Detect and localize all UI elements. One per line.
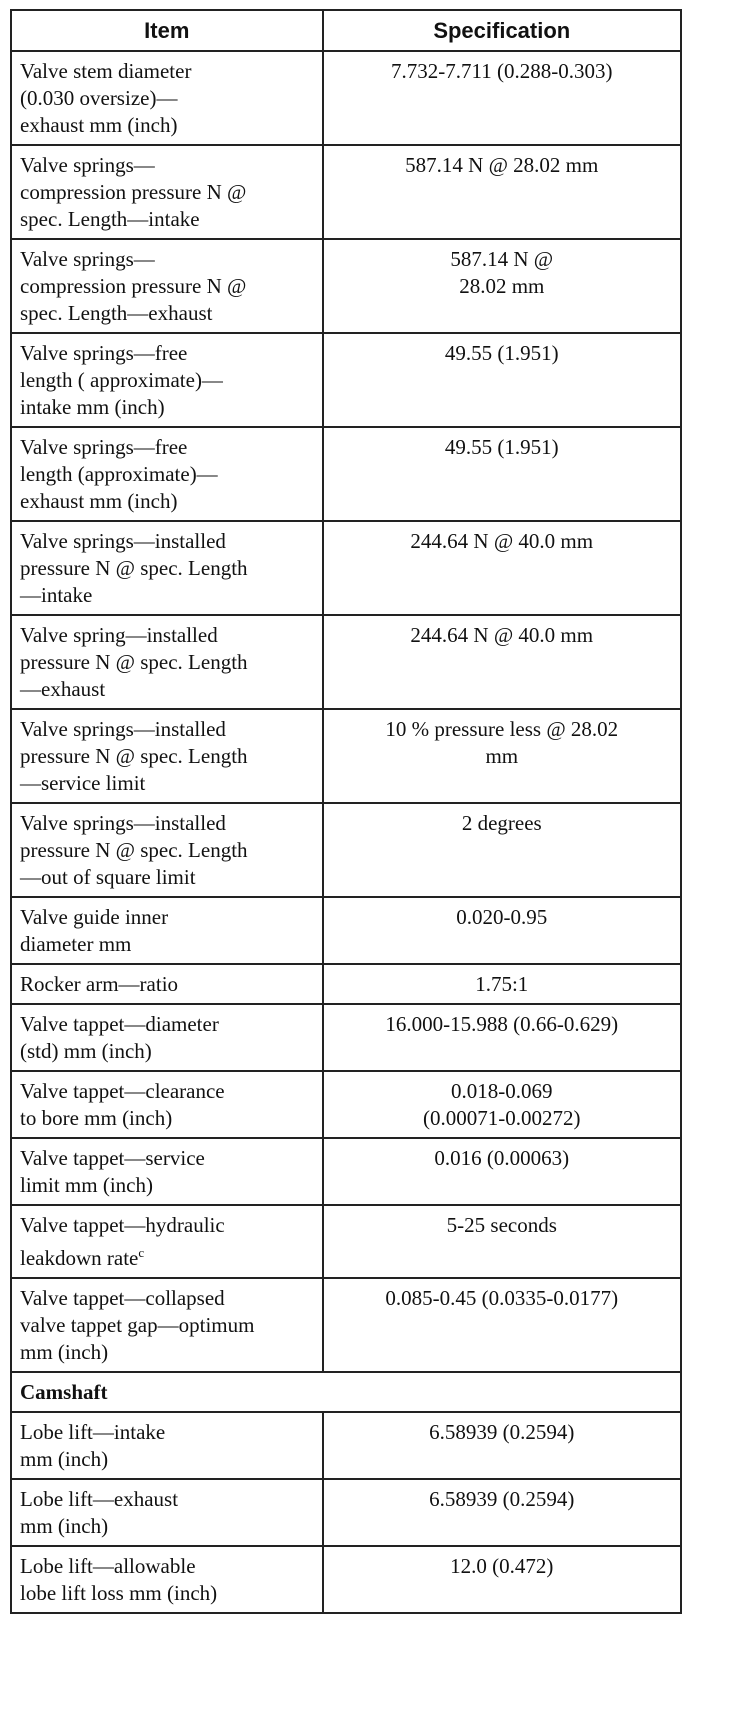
- item-text: Valve tappet—diameter: [20, 1012, 219, 1036]
- item-cell: [11, 1479, 323, 1546]
- item-text: Valve tappet—collapsed: [20, 1286, 225, 1310]
- item-cell: [11, 333, 323, 427]
- item-text-line: [20, 1339, 314, 1366]
- item-cell: [11, 615, 323, 709]
- specification-text: 244.64 N @ 40.0 mm: [410, 623, 594, 647]
- item-text-line: [20, 1419, 314, 1446]
- item-text: —exhaust: [20, 677, 106, 701]
- table-row: [11, 964, 681, 1004]
- item-text: limit mm (inch): [20, 1173, 153, 1197]
- item-text-line: [20, 1172, 314, 1199]
- specification-text: 0.085-0.45 (0.0335-0.0177): [385, 1286, 619, 1310]
- item-text: pressure N @ spec. Length: [20, 838, 248, 862]
- specification-text: 587.14 N @: [450, 247, 554, 271]
- specification-text: 6.58939 (0.2594): [429, 1420, 575, 1444]
- item-text-line: [20, 340, 314, 367]
- item-text: length (approximate)—: [20, 462, 218, 486]
- item-text-line: [20, 85, 314, 112]
- specification-cell: [323, 1004, 681, 1071]
- item-text-line: [20, 1513, 314, 1540]
- item-cell: [11, 1278, 323, 1372]
- item-text-line: [20, 58, 314, 85]
- footnote-marker: c: [138, 1245, 145, 1260]
- specification-text: 7.732-7.711 (0.288-0.303): [391, 59, 613, 83]
- item-text-line: [20, 394, 314, 421]
- item-text-line: [20, 1580, 314, 1607]
- specification-cell: [323, 1071, 681, 1138]
- item-cell: [11, 1546, 323, 1613]
- item-text-line: [20, 152, 314, 179]
- item-text-line: [20, 1212, 314, 1239]
- specification-cell: [323, 521, 681, 615]
- item-text: length ( approximate)—: [20, 368, 223, 392]
- specification-text: 28.02 mm: [459, 274, 545, 298]
- item-text-line: [20, 273, 314, 300]
- item-text-line: [20, 1285, 314, 1312]
- item-text: Rocker arm—ratio: [20, 972, 179, 996]
- specification-text: 12.0 (0.472): [450, 1554, 554, 1578]
- specification-table: [10, 9, 682, 1614]
- specification-cell: [323, 709, 681, 803]
- table-row: [11, 897, 681, 964]
- table-row: [11, 333, 681, 427]
- specification-text: (0.00071-0.00272): [423, 1106, 581, 1130]
- specification-text: mm: [485, 744, 519, 768]
- specification-cell: [323, 1412, 681, 1479]
- item-text: exhaust mm (inch): [20, 113, 178, 137]
- specification-text: 0.020-0.95: [456, 905, 548, 929]
- item-text: exhaust mm (inch): [20, 489, 178, 513]
- item-text-line: [20, 528, 314, 555]
- item-text-line: [20, 367, 314, 394]
- specification-cell: [323, 1546, 681, 1613]
- item-text-line: [20, 743, 314, 770]
- section-row: [11, 1372, 681, 1412]
- item-text-line: [20, 1239, 314, 1272]
- table-row: [11, 239, 681, 333]
- item-text: lobe lift loss mm (inch): [20, 1581, 218, 1605]
- table-row: [11, 803, 681, 897]
- item-text: Valve springs—installed: [20, 811, 226, 835]
- table-row: [11, 1412, 681, 1479]
- item-text-line: [20, 649, 314, 676]
- specification-cell: [323, 615, 681, 709]
- item-text: Valve springs—free: [20, 341, 188, 365]
- specification-cell: [323, 803, 681, 897]
- item-text-line: [20, 1078, 314, 1105]
- item-text-line: [20, 837, 314, 864]
- item-text-line: [20, 1486, 314, 1513]
- item-cell: [11, 51, 323, 145]
- specification-cell: [323, 1205, 681, 1278]
- table-row: [11, 1071, 681, 1138]
- item-text: mm (inch): [20, 1447, 109, 1471]
- item-text-line: [20, 582, 314, 609]
- item-text-line: [20, 246, 314, 273]
- item-text: —out of square limit: [20, 865, 196, 889]
- item-text: intake mm (inch): [20, 395, 165, 419]
- item-text: Valve springs—installed: [20, 529, 226, 553]
- table-row: [11, 1479, 681, 1546]
- item-cell: [11, 145, 323, 239]
- item-text-line: [20, 555, 314, 582]
- specification-cell: [323, 1138, 681, 1205]
- item-cell: [11, 1412, 323, 1479]
- item-cell: [11, 521, 323, 615]
- item-text-line: [20, 300, 314, 327]
- specification-cell: [323, 964, 681, 1004]
- item-text: pressure N @ spec. Length: [20, 650, 248, 674]
- specification-text: 6.58939 (0.2594): [429, 1487, 575, 1511]
- item-text-line: [20, 1553, 314, 1580]
- table-row: [11, 1138, 681, 1205]
- specification-text: 587.14 N @ 28.02 mm: [405, 153, 599, 177]
- item-text: compression pressure N @: [20, 180, 247, 204]
- item-text: (0.030 oversize)—: [20, 86, 178, 110]
- item-text-line: [20, 1446, 314, 1473]
- item-text: to bore mm (inch): [20, 1106, 173, 1130]
- table-header-row: [11, 10, 681, 51]
- item-text-line: [20, 179, 314, 206]
- table-row: [11, 709, 681, 803]
- item-cell: [11, 1004, 323, 1071]
- item-text-line: [20, 904, 314, 931]
- item-text-line: [20, 622, 314, 649]
- item-text-line: [20, 676, 314, 703]
- column-header-item: Item: [11, 10, 323, 51]
- item-text: —intake: [20, 583, 93, 607]
- section-heading: Camshaft: [11, 1372, 681, 1412]
- item-text: pressure N @ spec. Length: [20, 556, 248, 580]
- table-row: [11, 521, 681, 615]
- specification-text: 244.64 N @ 40.0 mm: [410, 529, 594, 553]
- item-text-line: [20, 1105, 314, 1132]
- specification-text: 10 % pressure less @ 28.02: [385, 717, 619, 741]
- specification-text: 49.55 (1.951): [444, 341, 559, 365]
- item-text: mm (inch): [20, 1514, 109, 1538]
- specification-text: 0.018-0.069: [451, 1079, 553, 1103]
- item-text-line: [20, 716, 314, 743]
- specification-cell: [323, 427, 681, 521]
- item-text: Valve springs—: [20, 247, 155, 271]
- column-header-specification: Specification: [323, 10, 681, 51]
- specification-cell: [323, 333, 681, 427]
- item-text-line: [20, 1011, 314, 1038]
- item-text: Valve tappet—clearance: [20, 1079, 225, 1103]
- item-cell: [11, 709, 323, 803]
- item-text: spec. Length—exhaust: [20, 301, 213, 325]
- item-cell: [11, 1138, 323, 1205]
- item-cell: [11, 964, 323, 1004]
- item-text: Valve tappet—service: [20, 1146, 205, 1170]
- specification-text: 16.000-15.988 (0.66-0.629): [385, 1012, 619, 1036]
- item-text-line: [20, 1038, 314, 1065]
- item-text: Valve springs—installed: [20, 717, 226, 741]
- specification-cell: [323, 1278, 681, 1372]
- item-text-line: [20, 206, 314, 233]
- item-text: leakdown rate: [20, 1246, 139, 1270]
- item-text: valve tappet gap—optimum: [20, 1313, 255, 1337]
- table-row: [11, 1004, 681, 1071]
- item-text: pressure N @ spec. Length: [20, 744, 248, 768]
- item-text-line: [20, 770, 314, 797]
- table-row: [11, 1278, 681, 1372]
- item-cell: [11, 427, 323, 521]
- table-row: [11, 427, 681, 521]
- item-text-line: [20, 1312, 314, 1339]
- item-text: Valve spring—installed: [20, 623, 218, 647]
- item-text-line: [20, 112, 314, 139]
- specification-text: 0.016 (0.00063): [434, 1146, 570, 1170]
- item-text-line: [20, 810, 314, 837]
- specification-text: 49.55 (1.951): [444, 435, 559, 459]
- item-text: mm (inch): [20, 1340, 109, 1364]
- item-text: spec. Length—intake: [20, 207, 200, 231]
- specification-text: 5-25 seconds: [446, 1213, 557, 1237]
- item-text: Lobe lift—intake: [20, 1420, 166, 1444]
- item-text: Lobe lift—allowable: [20, 1554, 196, 1578]
- item-text: Valve stem diameter: [20, 59, 192, 83]
- item-text-line: [20, 864, 314, 891]
- item-text-line: [20, 971, 314, 998]
- specification-cell: [323, 51, 681, 145]
- table-row: [11, 1205, 681, 1278]
- table-row: [11, 1546, 681, 1613]
- item-text-line: [20, 488, 314, 515]
- specification-cell: [323, 897, 681, 964]
- specification-cell: [323, 145, 681, 239]
- item-text: Valve guide inner: [20, 905, 169, 929]
- item-cell: [11, 897, 323, 964]
- item-text: Valve springs—free: [20, 435, 188, 459]
- item-cell: [11, 1071, 323, 1138]
- table-row: [11, 51, 681, 145]
- item-text: compression pressure N @: [20, 274, 247, 298]
- item-cell: [11, 803, 323, 897]
- item-text-line: [20, 931, 314, 958]
- item-text: (std) mm (inch): [20, 1039, 152, 1063]
- item-text-line: [20, 461, 314, 488]
- item-text-line: [20, 1145, 314, 1172]
- item-cell: [11, 1205, 323, 1278]
- item-text: diameter mm: [20, 932, 132, 956]
- table-row: [11, 615, 681, 709]
- item-text: Valve springs—: [20, 153, 155, 177]
- specification-cell: [323, 1479, 681, 1546]
- item-text: Valve tappet—hydraulic: [20, 1213, 225, 1237]
- item-cell: [11, 239, 323, 333]
- item-text: —service limit: [20, 771, 146, 795]
- item-text-line: [20, 434, 314, 461]
- specification-text: 1.75:1: [475, 972, 529, 996]
- specification-cell: [323, 239, 681, 333]
- specification-text: 2 degrees: [461, 811, 542, 835]
- table-body: [11, 51, 681, 1613]
- table-row: [11, 145, 681, 239]
- item-text: Lobe lift—exhaust: [20, 1487, 179, 1511]
